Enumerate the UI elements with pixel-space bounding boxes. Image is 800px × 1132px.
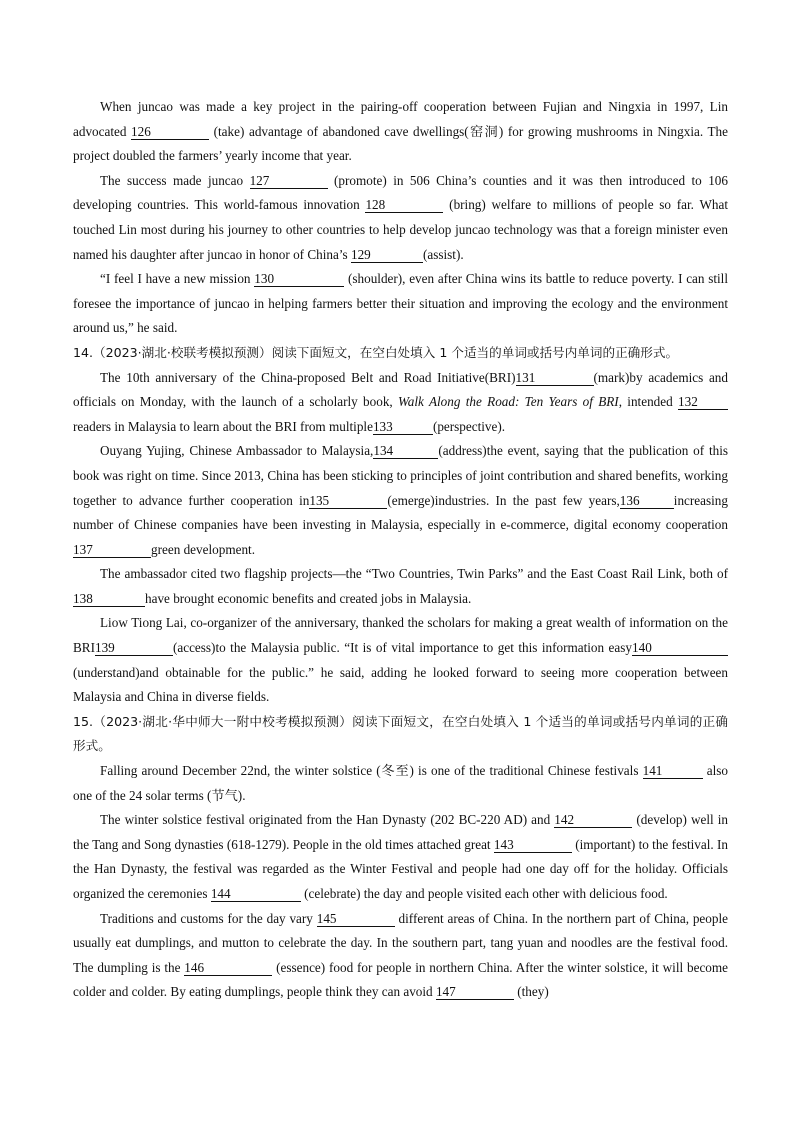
paragraph-bri-3: The ambassador cited two flagship projects—the “Two Countries, Twin Parks” and the East Coast Rail Link, both of 138 have brought economic benefits and created jobs in Malaysia.	[73, 566, 728, 606]
question-15-heading: 15.（2023·湖北·华中师大一附中校考模拟预测）阅读下面短文，在空白处填入 1 个适当的单词或括号内单词的正确形式。	[73, 713, 728, 754]
paragraph-solstice-3: Traditions and customs for the day vary 145 different areas of China. In the northern part of China, people usually eat dumplings, and mutton to celebrate the day. In the southern part, tang yuan and noodles are the festival food. The dumpling is the 146 (essence) food for people in northern China. After the winter solstice, it will become colder and colder. By eating dumplings, people think they can avoid 147 (they)	[73, 910, 728, 1000]
blank-136[interactable]: 136	[620, 493, 674, 509]
blank-127[interactable]: 127	[250, 173, 328, 189]
blank-128[interactable]: 128	[365, 197, 443, 213]
blank-143[interactable]: 143	[494, 837, 572, 853]
paragraph-juncao-3: “I feel I have a new mission 130 (shoulder), even after China wins its battle to reduce poverty. I can still foresee the importance of juncao in helping farmers better their situation and improving the ecology and the environment around us,” he said.	[73, 271, 729, 336]
blank-141[interactable]: 141	[643, 763, 703, 779]
question-14-heading: 14.（2023·湖北·校联考模拟预测）阅读下面短文，在空白处填入 1 个适当的单词或括号内单词的正确形式。	[73, 344, 679, 360]
blank-146[interactable]: 146	[184, 960, 272, 976]
blank-126[interactable]: 126	[131, 124, 209, 140]
blank-133[interactable]: 133	[373, 419, 433, 435]
paragraph-juncao-1: When juncao was made a key project in the pairing-off cooperation between Fujian and Ningxia in 1997, Lin advocated 126 (take) advantage of abandoned cave dwellings(窑洞) for growing mushrooms in Ningxia. The project doubled the farmers’ yearly income that year.	[73, 99, 728, 164]
blank-138[interactable]: 138	[73, 591, 145, 607]
blank-137[interactable]: 137	[73, 542, 151, 558]
blank-144[interactable]: 144	[211, 886, 301, 902]
blank-132[interactable]: 132	[678, 394, 728, 410]
paragraph-bri-2: Ouyang Yujing, Chinese Ambassador to Malaysia,134 (address)the event, saying that the publication of this book was right on time. Since 2013, China has been sticking to principles of joint contribution and shared benefits, working together to advance further cooperation in135 (emerge)industries. In the past few years,136 increasing number of Chinese companies have been investing in Malaysia, especially in e-commerce, digital economy cooperation137 green development.	[73, 443, 729, 557]
paragraph-solstice-1: Falling around December 22nd, the winter solstice (冬至) is one of the traditional Chinese festivals 141 also one of the 24 solar terms (节气).	[73, 763, 728, 803]
paragraph-juncao-2: The success made juncao 127 (promote) in 506 China’s counties and it was then introduced to 106 developing countries. This world-famous innovation 128 (bring) welfare to millions of people so far. What touched Lin most during his journey to other countries to help develop juncao technology was that a foreign minister even named his daughter after juncao in honor of China’s 129 (assist).	[73, 172, 728, 262]
blank-145[interactable]: 145	[317, 911, 395, 927]
blank-129[interactable]: 129	[351, 247, 423, 263]
document-page	[73, 95, 728, 1005]
paragraph-bri-1: The 10th anniversary of the China-proposed Belt and Road Initiative(BRI)131 (mark)by academics and officials on Monday, with the launch of a scholarly book, Walk Along the Road: Ten Years of BRI, intended 132readers in Malaysia to learn about the BRI from multiple133 (perspective).	[73, 369, 728, 434]
blank-135[interactable]: 135	[309, 493, 387, 509]
paragraph-solstice-2: The winter solstice festival originated from the Han Dynasty (202 BC-220 AD) and 142 (develop) well in the Tang and Song dynasties (618-1279). People in the old times attached great 143 (important) to the festival. In the Han Dynasty, the festival was regarded as the Winter Festival and people had one day off for the holiday. Officials organized the ceremonies 144 (celebrate) the day and people visited each other with delicious food.	[73, 812, 728, 901]
blank-140[interactable]: 140	[632, 640, 728, 656]
blank-147[interactable]: 147	[436, 984, 514, 1000]
book-title: Walk Along the Road: Ten Years of BRI	[398, 394, 619, 410]
blank-142[interactable]: 142	[554, 812, 632, 828]
blank-134[interactable]: 134	[373, 443, 438, 459]
blank-130[interactable]: 130	[254, 271, 344, 287]
blank-131[interactable]: 131	[516, 370, 594, 386]
paragraph-bri-4: Liow Tiong Lai, co-organizer of the anniversary, thanked the scholars for making a great wealth of information on the BRI139 (access)to the Malaysia public. “It is of vital importance to get this information easy140(understand)and obtainable for the public.” he said, adding he looked forward to seeing more cooperation between Malaysia and China in diverse fields.	[73, 615, 728, 705]
blank-139[interactable]: 139	[95, 640, 173, 656]
